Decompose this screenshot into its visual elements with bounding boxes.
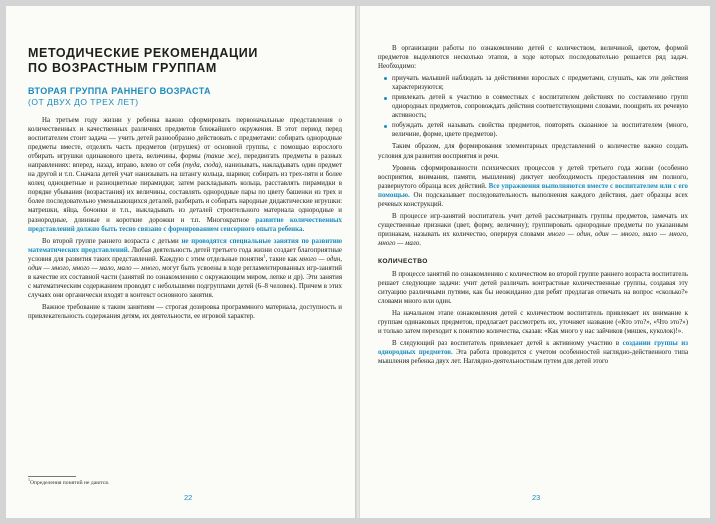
paragraph-7: В следующий раз воспитатель привлекает детей к активному участию в создании группы из однородных предметов. Эта работа проводится с учетом особенностей наглядно-действенного типа мышления ребенка двух лет. Наглядно-деятельностным путем для детей этого bbox=[378, 340, 689, 366]
paragraph-2: Во второй группе раннего возраста с детьми не проводятся специальные занятия по развитию математических представлений. Любая деятельность детей третьего года жизни создает благоприятные условия для развития таких представлений. Каждую с этим отдельные понятия$^1$, такие как много — один, один — много, много — мало, мало — много, могут быть усвоены в ходе регламентированных игр-занятий в качестве их составной части (занятий по ознакомлению с окружающим миром, лепке и др). Эти занятия с математическим содержанием проводят с небольшими подгруппами детей (6–8 человек). Причем в этих случаях они органически входят в контекст основного занятия. bbox=[28, 237, 342, 299]
list-item: приучать малышей наблюдать за действиями взрослых с предметами, слушать, как эти действия характеризуются; bbox=[378, 74, 688, 92]
paragraph-4: В процессе игр-занятий воспитатель учит детей рассматривать группы предметов, замечать их существенные признаки (цвет, форму, величину); группировать однородные предметы по указанным признакам, называть их количество, оперируя словами много — один, один — много, мало — много, много — мало. bbox=[378, 212, 688, 247]
footnote-ref[interactable]: 1 bbox=[263, 253, 266, 259]
page-number: 23 bbox=[532, 493, 541, 502]
section-subtitle: (ОТ ДВУХ ДО ТРЕХ ЛЕТ) bbox=[28, 97, 139, 107]
left-page bbox=[6, 6, 356, 518]
right-page-content bbox=[378, 44, 688, 369]
highlight-text: не проводятся специальные занятия по развитию математических представлений. bbox=[28, 237, 342, 254]
paragraph-3: Уровень сформированности психических процессов у детей третьего года жизни (особенно восприятия, внимания, памяти, мышления) диктует необходимость предоставления им полного, развернутого образца всех действий. Все упражнения выполняются вместе с воспитателем или с его помощью. Он подсказывает последовательность выполнения каждого действия, дает образцы всех речевых конструкций. bbox=[378, 164, 688, 208]
paragraph-3: Важное требование к таким занятиям — строгая дозировка программного материала, доступность и привлекательность содержания детям, их деятельности, ее игровой характер. bbox=[28, 303, 342, 320]
paragraph-1: В организации работы по ознакомлению детей с количеством, величиной, цветом, формой предметов выделяются несколько этапов, в ходе которых последовательно решается ряд задач. Необходимо: bbox=[378, 45, 688, 71]
section-title: ВТОРАЯ ГРУППА РАННЕГО ВОЗРАСТА bbox=[28, 86, 211, 96]
highlight-text: создании группы из однородных предметов. bbox=[378, 340, 688, 357]
paragraph-2: Таким образом, для формирования элементарных представлений о количестве важно создать условия для развития восприятия и речи. bbox=[378, 143, 688, 160]
page-number: 22 bbox=[184, 493, 193, 502]
task-list bbox=[378, 74, 688, 139]
subsection-heading: КОЛИЧЕСТВО bbox=[378, 257, 428, 265]
footnote-divider bbox=[28, 476, 76, 477]
right-page bbox=[360, 6, 710, 518]
title-line-1: МЕТОДИЧЕСКИЕ РЕКОМЕНДАЦИИ bbox=[28, 46, 258, 60]
page-title bbox=[28, 46, 342, 76]
left-page-content bbox=[28, 46, 342, 324]
list-item: побуждать детей называть свойства предметов, повторять сказанное за воспитателем (много, величине, форме, цвете предметов). bbox=[378, 121, 688, 139]
highlight-text: развитие количественных представлений должно быть тесно связано с формированием сенсорного опыта ребенка. bbox=[28, 216, 342, 233]
paragraph-1: На третьем году жизни у ребенка важно сформировать первоначальные представления о количественных и качественных различиях предметов ближайшего окружения. В этот период перед воспитателем стоит задача — учить детей разнообразно действовать с предметами: собирать однородные предметы вместе, отделять часть предметов (игрушек) от основной группы, с помощью взрослого отбирать игрушки одинакового цвета, величины, формы (такие же), передвигать предметы в разных направлениях: вперед, назад, вправо, влево от себя (туда, сюда), нанизывать, накладывать один предмет на другой и т.п. Сначала детей учат нанизывать на штангу кольца, шарики; собирать из трех-пяти и более колец одноцветные и разноцветные пирамидки; затем раскладывать кольца, расставлять пирамидки в порядке убывания (возрастания) их величины, составлять однородные пары по цвету башенки из трех и более последовательно уменьшающихся деталей, разбирать и собирать народные дидактические игрушки: матрешки, яйца, бочонки и т.п., выкладывать из деталей строительного материала однородные и разнородные, длинные и короткие дорожки и т.п. Многократное развитие количественных представлений должно быть тесно связано с формированием сенсорного опыта ребенка. bbox=[28, 117, 343, 233]
list-item: привлекать детей к участию в совместных с воспитателем действиях по составлению групп однородных предметов, сопровождать действия соответствующими словами, поощрять их речевую активность; bbox=[378, 93, 688, 120]
paragraph-6: На начальном этапе ознакомления детей с количеством воспитатель привлекает их внимание к группам одинаковых предметов, предлагает рассмотреть их, уточняет название («Кто это?», «Что это?») и только затем переходит к понятию количества, сказав: «Как много у нас зайчиков (мишек, куколок)!». bbox=[378, 310, 688, 336]
highlight-text: Все упражнения выполняются вместе с воспитателем или с его помощью. bbox=[378, 182, 688, 199]
paragraph-5: В процессе занятий по ознакомлению с количеством во второй группе раннего возраста воспитатель решает следующие задачи: учит детей различать контрастные количественные группы, создавая эту ситуацию различными путями, как бы неожиданно для ребят предлагая отвечать на вопрос «сколько?» словами много или один. bbox=[378, 270, 688, 306]
footnote: $^1$Определения понятий не даются. bbox=[28, 477, 110, 486]
title-line-2: ПО ВОЗРАСТНЫМ ГРУППАМ bbox=[28, 61, 217, 75]
